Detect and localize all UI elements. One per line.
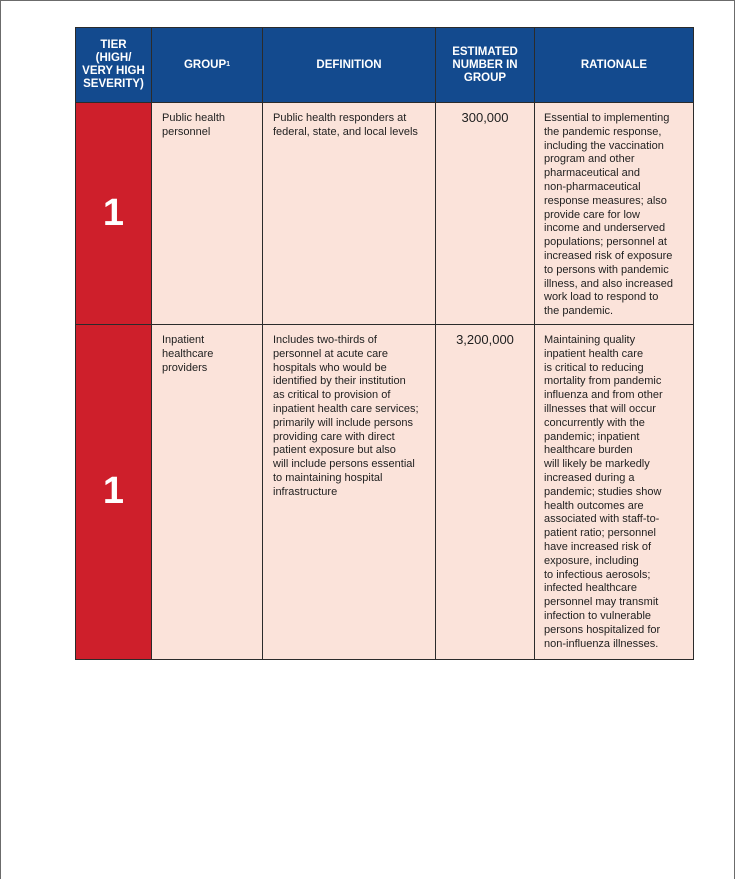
header-rationale: RATIONALE	[535, 28, 694, 103]
table-row	[76, 103, 694, 325]
tier-cell: 1	[76, 325, 152, 660]
header-group-label: GROUP	[183, 58, 227, 71]
table-row	[76, 325, 694, 660]
group-cell: Public health personnel	[152, 103, 263, 325]
header-tier: TIER (HIGH/ VERY HIGH SEVERITY)	[76, 28, 152, 103]
header-group-footnote: 1	[226, 60, 231, 68]
header-estimated-number: ESTIMATED NUMBER IN GROUP	[436, 28, 535, 103]
rationale-cell: Maintaining quality inpatient health care is critical to reducing mortality from pandemic influenza and from other illnesses that will occur concurrently with the pandemic; inpatient healthcare burden will likely be markedly increased during a pandemic; studies show health outcomes are associated with staff-to- patient ratio; personnel have increased risk of exposure, including to infectious aerosols; infected healthcare personnel may transmit infection to vulnerable persons hospitalized for non-influenza illnesses.	[535, 325, 694, 660]
group-cell: Inpatient healthcare providers	[152, 325, 263, 660]
table-header-row	[76, 28, 694, 103]
tier-cell: 1	[76, 103, 152, 325]
number-cell: 3,200,000	[436, 325, 535, 660]
header-definition: DEFINITION	[263, 28, 436, 103]
definition-cell: Public health responders at federal, state, and local levels	[263, 103, 436, 325]
header-group	[152, 28, 263, 103]
definition-cell: Includes two-thirds of personnel at acute care hospitals who would be identified by their institution as critical to provision of inpatient health care services; primarily will include persons providing care with direct patient exposure but also will include persons essential to maintaining hospital infrastructure	[263, 325, 436, 660]
rationale-cell: Essential to implementing the pandemic response, including the vaccination program and other pharmaceutical and non-pharmaceutical response measures; also provide care for low income and underserved populations; personnel at increased risk of exposure to persons with pandemic illness, and also increased work load to respond to the pandemic.	[535, 103, 694, 325]
priority-tier-table	[75, 27, 694, 660]
number-cell: 300,000	[436, 103, 535, 325]
